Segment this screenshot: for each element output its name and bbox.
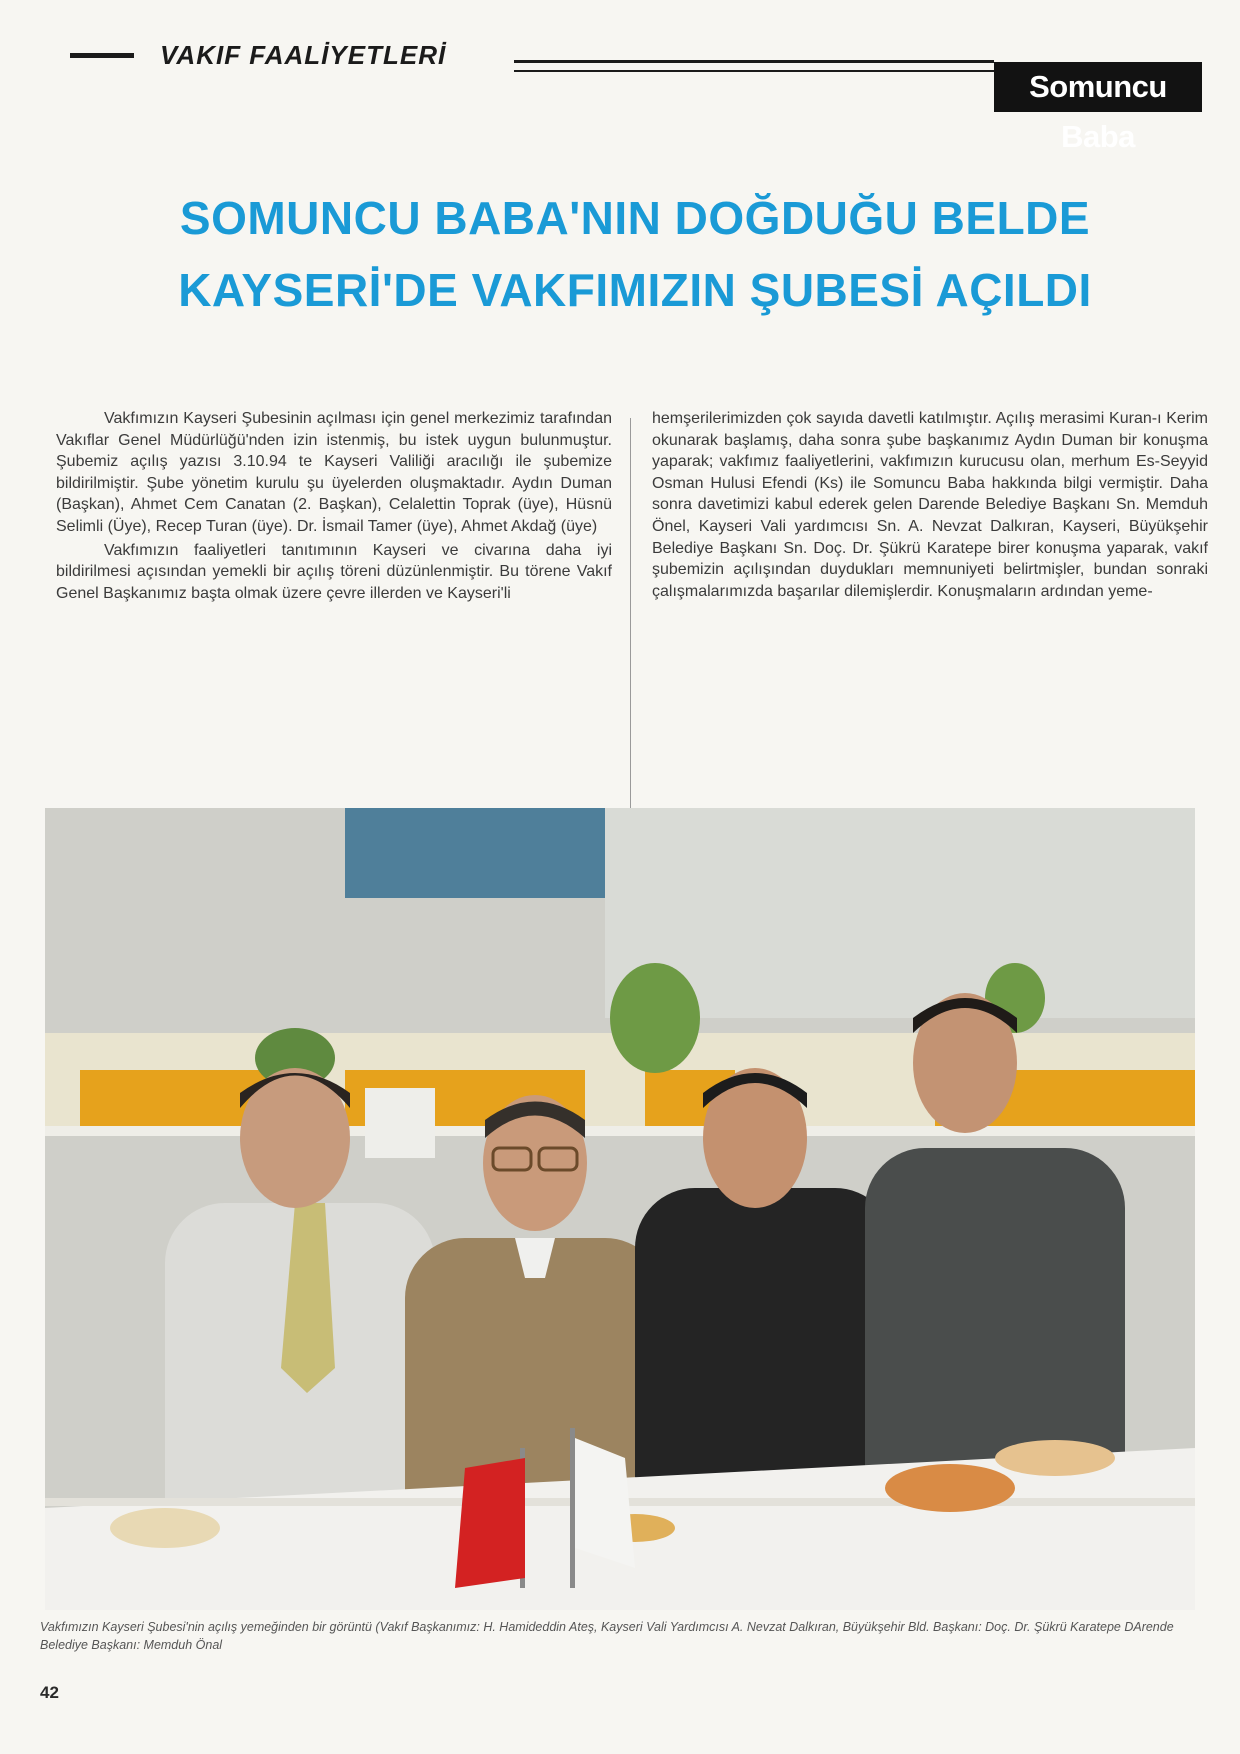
headline-line-1: SOMUNCU BABA'NIN DOĞDUĞU BELDE: [179, 192, 1091, 244]
photo-caption: Vakfımızın Kayseri Şubesi'nin açılış yemeğinden bir görüntü (Vakıf Başkanımız: H. Hamideddin Ateş, Kayseri Vali Yardımcısı A. Nevzat Dalkıran, Büyükşehir Bld. Başkanı: Doç. Dr. Şükrü Karatepe DArende Belediye Başkanı: Memduh Önal: [40, 1620, 1174, 1652]
right-column: [652, 408, 1208, 602]
page-number: 42: [40, 1683, 59, 1702]
column-divider: [630, 418, 631, 810]
right-paragraph-1: hemşerilerimizden çok sayıda davetli katılmıştır. Açılış merasimi Kuran-ı Kerim okunarak başlamış, daha sonra şube başkanımız Aydın Duman bir konuşma yaparak; vakfımız faaliyetlerini, vakfımızın kurucusu olan, merhum Es-Seyyid Osman Hulusi Efendi (Ks) ile Somuncu Baba hakkında bilgi vermiştir. Daha sonra davetimizi kabul ederek gelen Darende Belediye Başkanı Sn. Memduh Önel, Kayseri Vali yardımcısı Sn. A. Nevzat Dalkıran, Kayseri, Büyükşehir Belediye Başkanı Sn. Doç. Dr. Şükrü Karatepe birer konuşma yaparak, vakıf şubemizin açılışından duydukları memnuniyeti belirtmişler, bundan sonraki çalışmalarımızda başarılar dilemişlerdir. Konuşmaların ardından yeme-: [652, 410, 1208, 600]
event-photo-illustration: [45, 808, 1195, 1610]
header-left-bar: [70, 53, 134, 58]
headline-line-2: KAYSERİ'DE VAKFIMIZIN ŞUBESİ AÇILDI: [178, 264, 1092, 316]
left-paragraph-2: Vakfımızın faaliyetleri tanıtımının Kayseri ve civarına daha iyi bildirilmesi açısından yemekli bir açılış töreni düzünlenmiştir. Bu törene Vakıf Genel Başkanımız başta olmak üzere çevre illerden ve Kayseri'li: [56, 541, 612, 602]
article-headline: [80, 182, 1190, 326]
section-label: VAKIF FAALİYETLERİ: [160, 40, 447, 70]
left-paragraph-1: Vakfımızın Kayseri Şubesinin açılması için genel merkezimiz tarafından Vakıflar Genel Müdürlüğü'nden izin istenmiş, bu istek uygun bulunmuştur. Şubemiz açılış yazısı 3.10.94 te Kayseri Valiliği aracılığı ile şubemize bildirilmiştir. Şube yönetim kurulu şu üyelerden oluşmaktadır. Aydın Duman (Başkan), Ahmet Cem Canatan (2. Başkan), Celalettin Toprak (üye), Hüsnü Selimli (Üye), Recep Turan (üye). Dr. İsmail Tamer (üye), Ahmet Akdağ (üye): [56, 410, 612, 535]
brand-box: Somuncu Baba: [994, 62, 1202, 112]
header-rule: [514, 60, 994, 72]
left-column: [56, 408, 612, 604]
event-photo: [45, 808, 1195, 1610]
